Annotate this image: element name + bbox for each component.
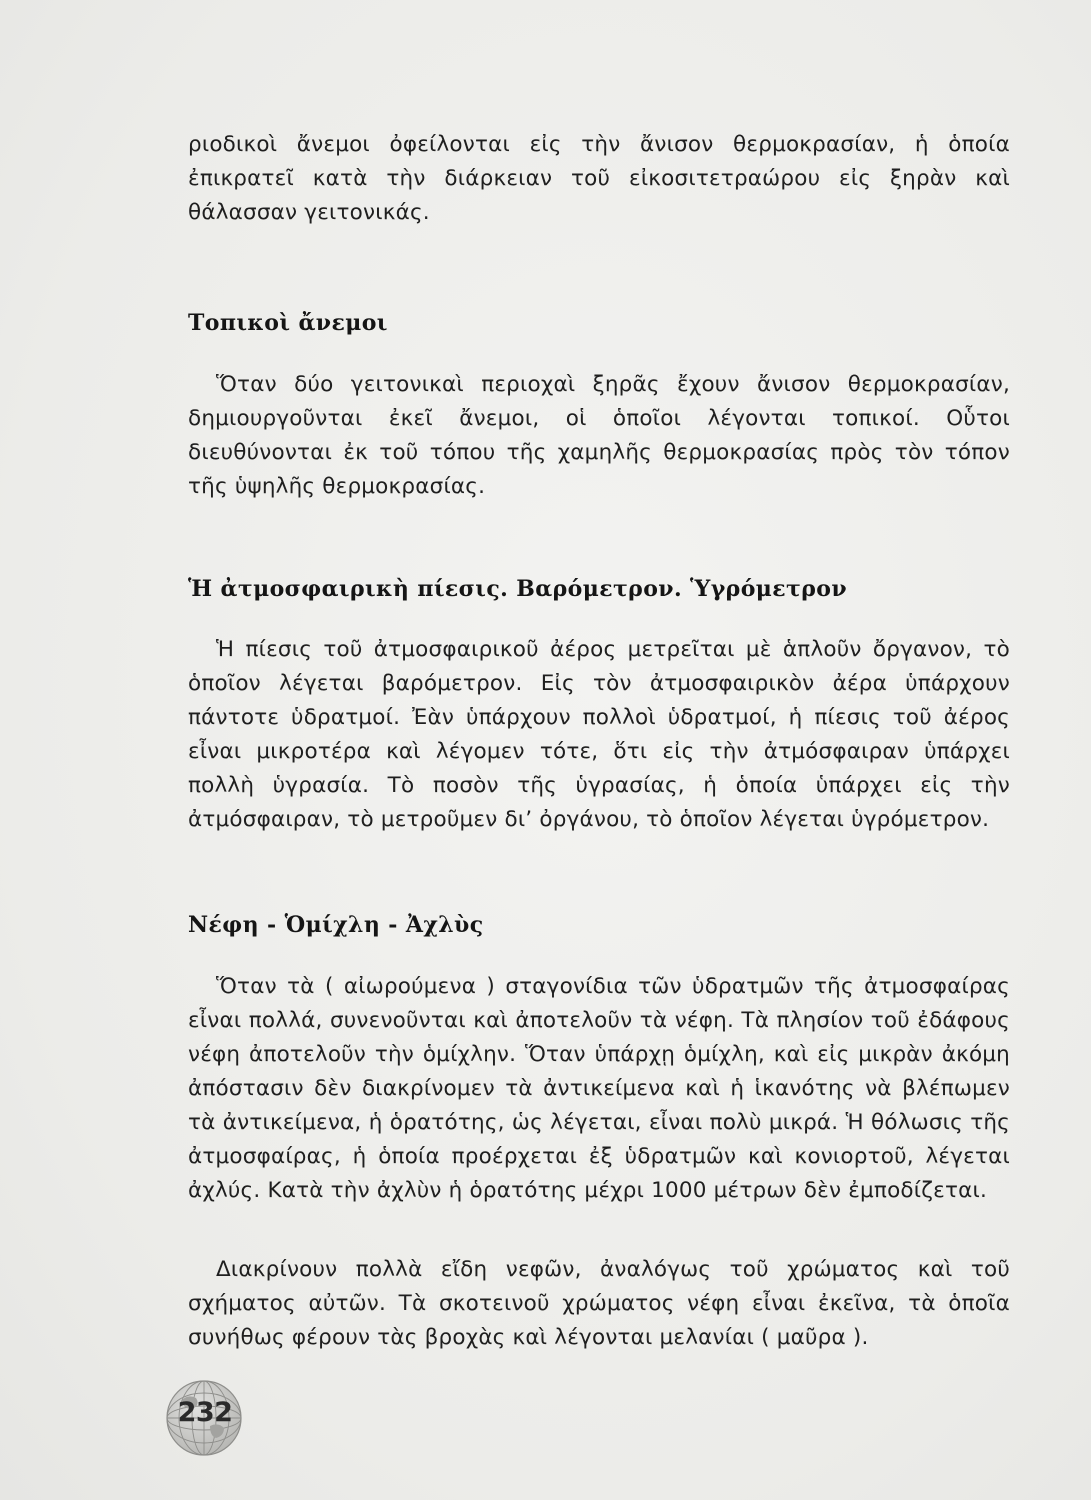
local-winds-paragraph: Ὅταν δύο γειτονικαὶ περιοχαὶ ξηρᾶς ἔχουν ἄνισον θερμοκρασίαν, δημιουργοῦνται ἐκεῖ ἄνεμοι, οἱ ὁποῖοι λέγονται τοπικοί. Οὗτοι διευθύνονται ἐκ τοῦ τόπου τῆς χαμηλῆς θερμοκρασίας πρὸς τὸν τόπον τῆς ὑψηλῆς θερμοκρασίας. — [188, 372, 1010, 499]
section-heading-local-winds: Τοπικοὶ ἄνεμοι — [188, 310, 388, 336]
section-heading-clouds: Νέφη - Ὁμίχλη - Ἀχλὺς — [188, 912, 484, 938]
intro-paragraph: ριοδικοὶ ἄνεμοι ὀφείλονται εἰς τὴν ἄνισον θερμοκρασίαν, ἡ ὁποία ἐπικρατεῖ κατὰ τὴν διάρκειαν τοῦ εἰκοσιτετραώρου εἰς ξηρὰν καὶ θάλασσαν γειτονικάς. — [188, 132, 1010, 225]
section-heading-pressure: Ἡ ἀτμοσφαιρικὴ πίεσις. Βαρόμετρον. Ὑγρόμετρον — [188, 576, 848, 602]
page-number-badge — [164, 1378, 244, 1458]
page-number: 232 — [177, 1397, 233, 1428]
cloud-types-paragraph: Διακρίνουν πολλὰ εἴδη νεφῶν, ἀναλόγως τοῦ χρώματος καὶ τοῦ σχήματος αὐτῶν. Τὰ σκοτεινοῦ χρώματος νέφη εἶναι ἐκεῖνα, τὰ ὁποῖα συνήθως φέρουν τὰς βροχὰς καὶ λέγονται μελανίαι ( μαῦρα ). — [188, 1257, 1010, 1350]
clouds-paragraph: Ὅταν τὰ ( αἰωρούμενα ) σταγονίδια τῶν ὑδρατμῶν τῆς ἀτμοσφαίρας εἶναι πολλά, συνενοῦνται καὶ ἀποτελοῦν τὰ νέφη. Τὰ πλησίον τοῦ ἐδάφους νέφη ἀποτελοῦν τὴν ὁμίχλην. Ὅταν ὑπάρχῃ ὁμίχλη, καὶ εἰς μικρὰν ἀκόμη ἀπόστασιν δὲν διακρίνομεν τὰ ἀντικείμενα καὶ ἡ ἱκανότης νὰ βλέπωμεν τὰ ἀντικείμενα, ἡ ὁρατότης, ὡς λέγεται, εἶναι πολὺ μικρά. Ἡ θόλωσις τῆς ἀτμοσφαίρας, ἡ ὁποία προέρχεται ἐξ ὑδρατμῶν καὶ κονιορτοῦ, λέγεται ἀχλύς. Κατὰ τὴν ἀχλὺν ἡ ὁρατότης μέχρι 1000 μέτρων δὲν ἐμποδίζεται. — [188, 974, 1010, 1203]
pressure-paragraph: Ἡ πίεσις τοῦ ἀτμοσφαιρικοῦ ἀέρος μετρεῖται μὲ ἁπλοῦν ὄργανον, τὸ ὁποῖον λέγεται βαρόμετρον. Εἰς τὸν ἀτμοσφαιρικὸν ἀέρα ὑπάρχουν πάντοτε ὑδρατμοί. Ἐὰν ὑπάρχουν πολλοὶ ὑδρατμοί, ἡ πίεσις τοῦ ἀέρος εἶναι μικροτέρα καὶ λέγομεν τότε, ὅτι εἰς τὴν ἀτμόσφαιραν ὑπάρχει πολλὴ ὑγρασία. Τὸ ποσὸν τῆς ὑγρασίας, ἡ ὁποία ὑπάρχει εἰς τὴν ἀτμόσφαιραν, τὸ μετροῦμεν δι’ ὀργάνου, τὸ ὁποῖον λέγεται ὑγρόμετρον. — [188, 637, 1010, 832]
